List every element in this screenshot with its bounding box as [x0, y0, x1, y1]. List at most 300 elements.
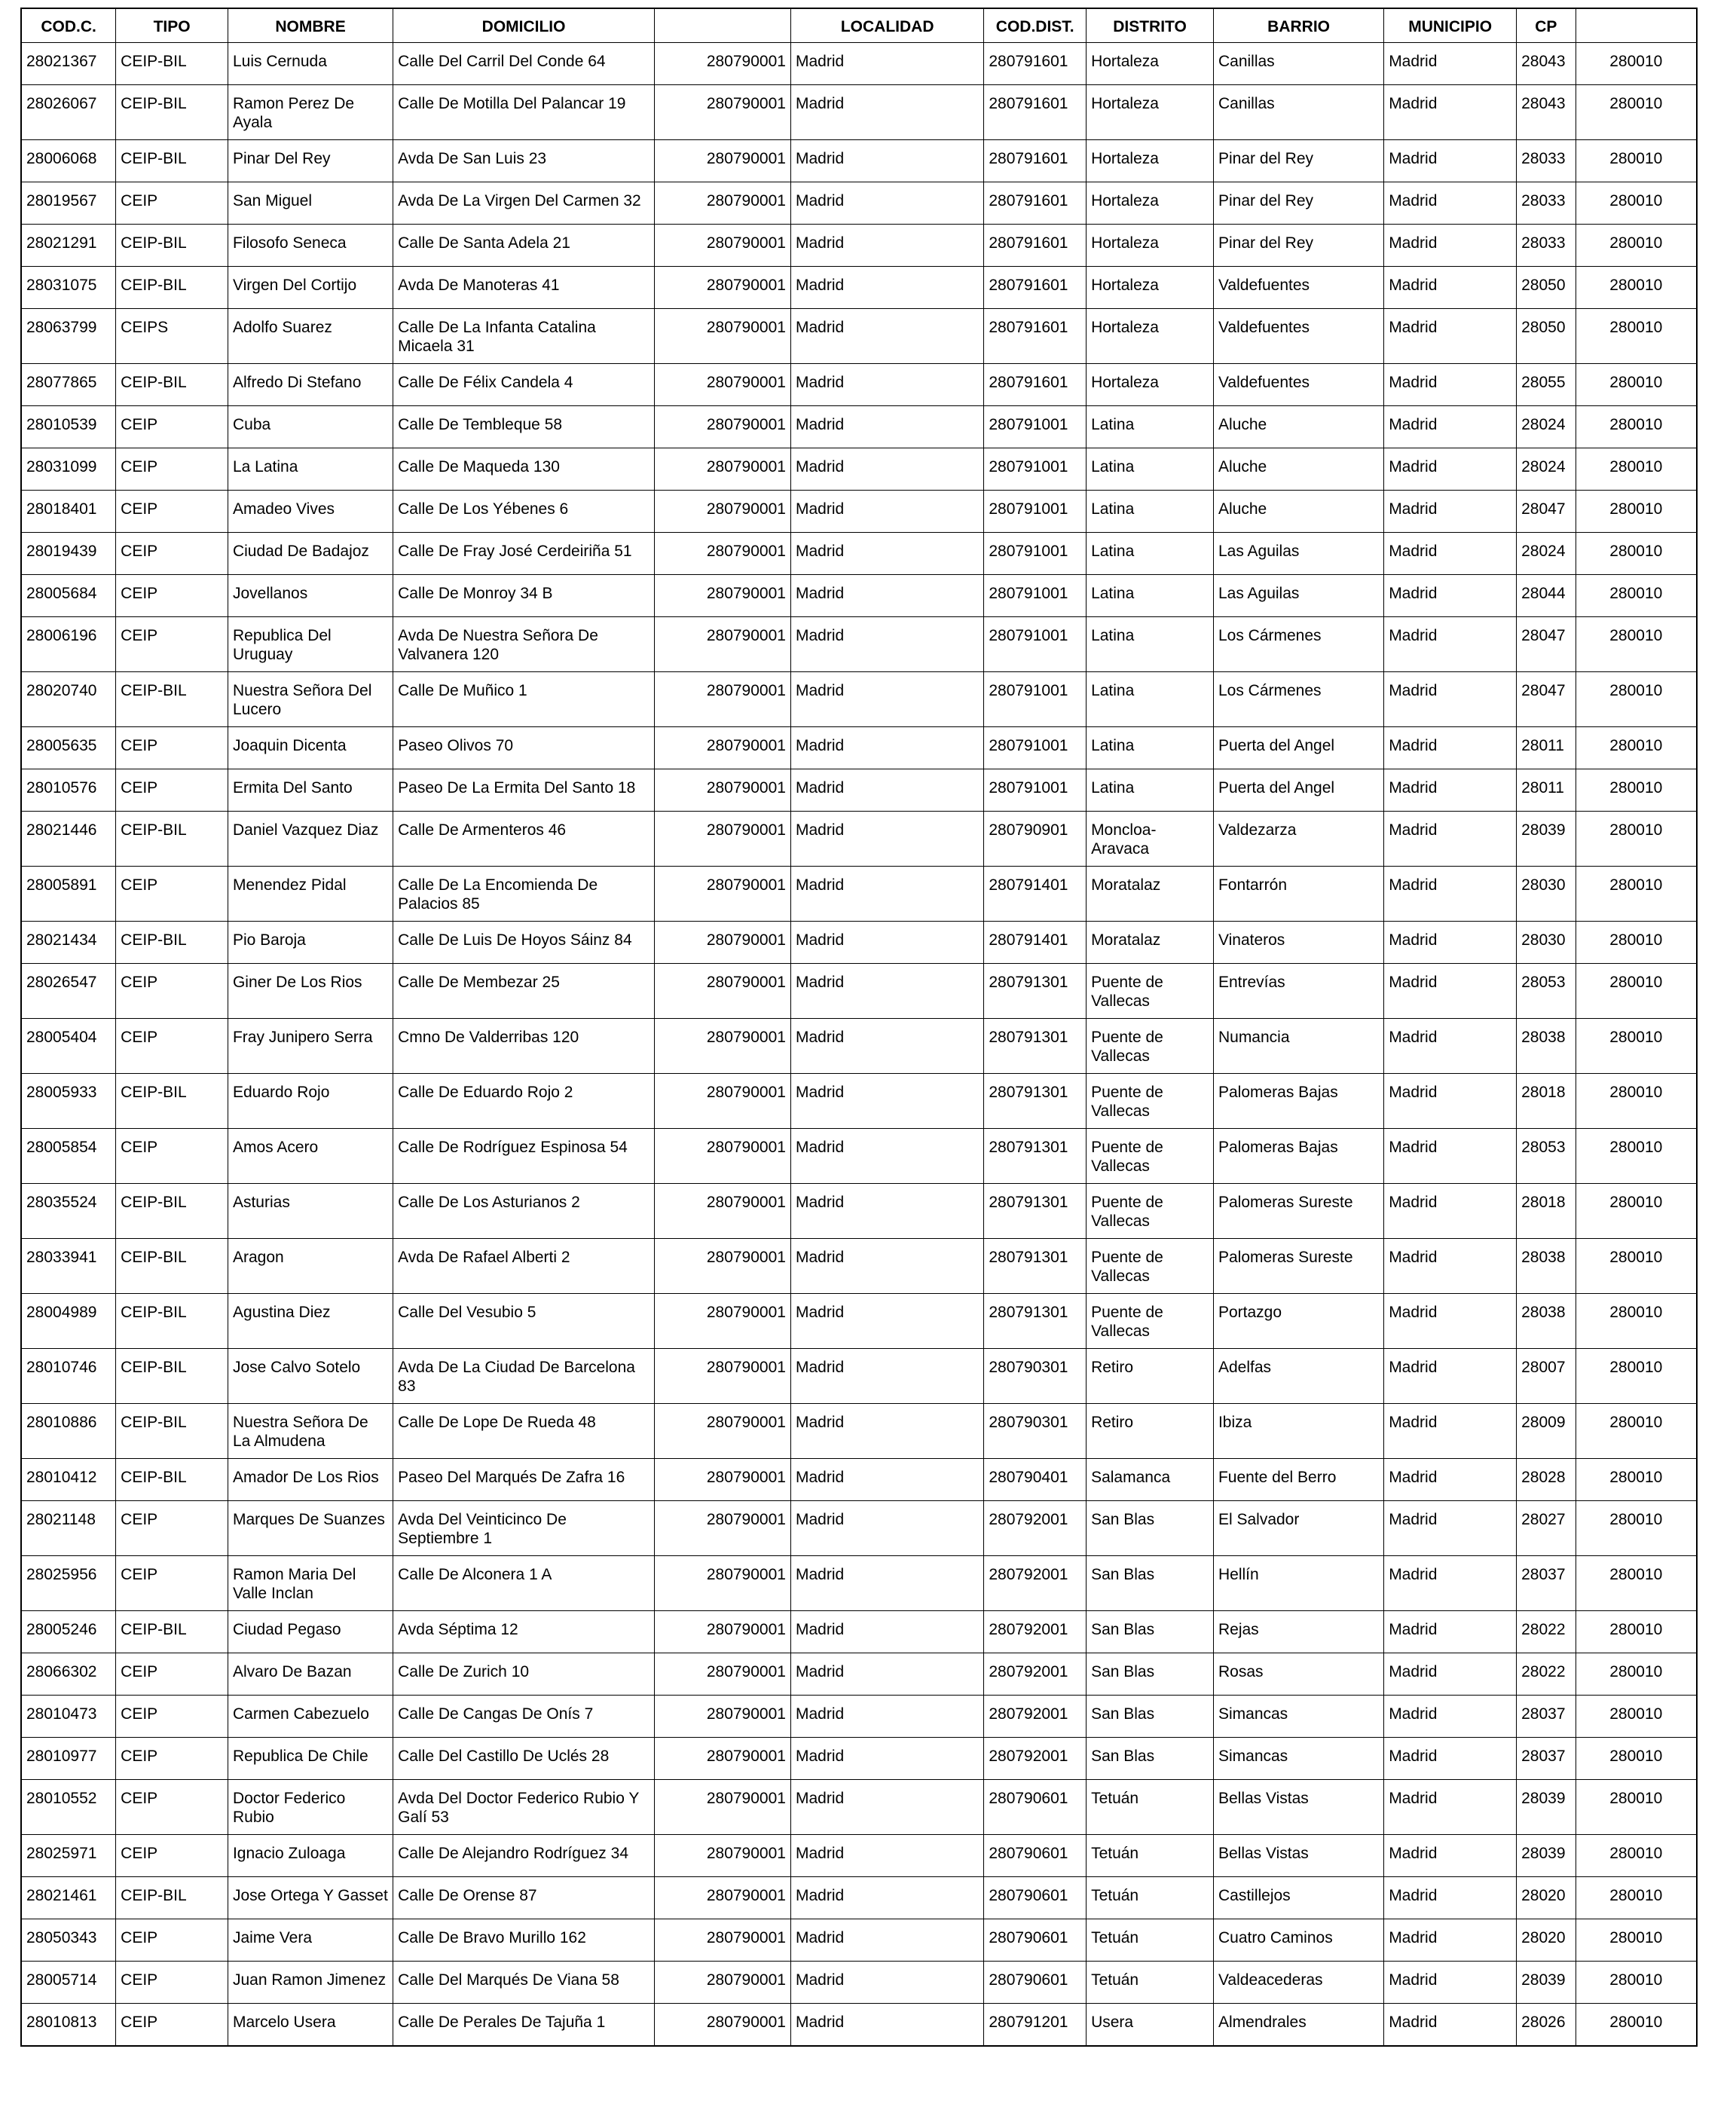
cell-tipo: CEIP-BIL: [116, 1404, 228, 1459]
cell-domicilio: Calle De Lope De Rueda 48: [393, 1404, 655, 1459]
table-row: [21, 1019, 1697, 1074]
cell-cod-centro: 28021148: [21, 1501, 116, 1556]
cell-tipo: CEIP: [116, 448, 228, 491]
cell-localidad: Madrid: [790, 1919, 983, 1962]
cell-cod-centro: 28025956: [21, 1556, 116, 1611]
cell-domicilio: Calle De Motilla Del Palancar 19: [393, 85, 655, 140]
cell-cp: 28024: [1517, 448, 1576, 491]
cell-codigo-extra: 280010: [1576, 1877, 1697, 1919]
cell-distrito: Puente de Vallecas: [1087, 1019, 1214, 1074]
cell-cod-distrito: 280790601: [984, 1919, 1087, 1962]
cell-domicilio: Calle Del Marqués De Viana 58: [393, 1962, 655, 2004]
table-row: [21, 364, 1697, 406]
cell-distrito: Hortaleza: [1087, 267, 1214, 309]
cell-codigo-extra: 280010: [1576, 964, 1697, 1019]
cell-tipo: CEIP-BIL: [116, 1074, 228, 1129]
cell-cod-distrito: 280790901: [984, 812, 1087, 867]
cell-codigo-extra: 280010: [1576, 267, 1697, 309]
cell-codigo-extra: 280010: [1576, 1294, 1697, 1349]
cell-barrio: Los Cármenes: [1213, 672, 1383, 727]
header-nombre: NOMBRE: [228, 8, 393, 43]
cell-municipio: Madrid: [1384, 1239, 1517, 1294]
cell-cp: 28039: [1517, 1780, 1576, 1835]
cell-codigo-extra: 280010: [1576, 1962, 1697, 2004]
cell-distrito: Latina: [1087, 491, 1214, 533]
cell-codigo-extra: 280010: [1576, 364, 1697, 406]
cell-cod-localidad: 280790001: [655, 1129, 791, 1184]
cell-cod-distrito: 280790601: [984, 1877, 1087, 1919]
table-row: [21, 1738, 1697, 1780]
cell-tipo: CEIP: [116, 867, 228, 922]
table-row: [21, 1074, 1697, 1129]
header-distrito: DISTRITO: [1087, 8, 1214, 43]
cell-municipio: Madrid: [1384, 2004, 1517, 2046]
cell-cod-centro: 28021461: [21, 1877, 116, 1919]
cell-codigo-extra: 280010: [1576, 1501, 1697, 1556]
cell-cp: 28047: [1517, 617, 1576, 672]
cell-tipo: CEIP: [116, 575, 228, 617]
cell-tipo: CEIP: [116, 533, 228, 575]
cell-cod-localidad: 280790001: [655, 1962, 791, 2004]
cell-domicilio: Calle De Zurich 10: [393, 1653, 655, 1696]
table-row: [21, 1919, 1697, 1962]
cell-cp: 28028: [1517, 1459, 1576, 1501]
cell-localidad: Madrid: [790, 964, 983, 1019]
cell-cod-distrito: 280791301: [984, 1239, 1087, 1294]
cell-nombre: Ciudad De Badajoz: [228, 533, 393, 575]
cell-tipo: CEIP-BIL: [116, 1239, 228, 1294]
cell-distrito: Hortaleza: [1087, 140, 1214, 182]
cell-nombre: Fray Junipero Serra: [228, 1019, 393, 1074]
cell-tipo: CEIP: [116, 1556, 228, 1611]
cell-domicilio: Calle De Monroy 34 B: [393, 575, 655, 617]
table-row: [21, 1877, 1697, 1919]
cell-domicilio: Calle Del Castillo De Uclés 28: [393, 1738, 655, 1780]
table-row: [21, 1611, 1697, 1653]
cell-cod-distrito: 280791001: [984, 575, 1087, 617]
cell-cod-centro: 28031099: [21, 448, 116, 491]
cell-nombre: Ignacio Zuloaga: [228, 1835, 393, 1877]
cell-tipo: CEIP: [116, 1019, 228, 1074]
cell-cod-distrito: 280791201: [984, 2004, 1087, 2046]
cell-nombre: Cuba: [228, 406, 393, 448]
cell-municipio: Madrid: [1384, 267, 1517, 309]
cell-cod-distrito: 280792001: [984, 1501, 1087, 1556]
cell-municipio: Madrid: [1384, 1653, 1517, 1696]
cell-municipio: Madrid: [1384, 1696, 1517, 1738]
cell-nombre: Virgen Del Cortijo: [228, 267, 393, 309]
cell-cod-centro: 28018401: [21, 491, 116, 533]
cell-tipo: CEIP: [116, 769, 228, 812]
cell-nombre: Republica De Chile: [228, 1738, 393, 1780]
cell-cod-distrito: 280790601: [984, 1962, 1087, 2004]
cell-municipio: Madrid: [1384, 1556, 1517, 1611]
table-row: [21, 1780, 1697, 1835]
cell-localidad: Madrid: [790, 1962, 983, 2004]
cell-domicilio: Calle Del Carril Del Conde 64: [393, 43, 655, 85]
cell-nombre: Jaime Vera: [228, 1919, 393, 1962]
cell-localidad: Madrid: [790, 1239, 983, 1294]
cell-distrito: Hortaleza: [1087, 85, 1214, 140]
cell-domicilio: Calle De Los Asturianos 2: [393, 1184, 655, 1239]
cell-distrito: Hortaleza: [1087, 225, 1214, 267]
cell-tipo: CEIP: [116, 1129, 228, 1184]
cell-localidad: Madrid: [790, 1459, 983, 1501]
cell-tipo: CEIP-BIL: [116, 1877, 228, 1919]
cell-nombre: Agustina Diez: [228, 1294, 393, 1349]
cell-cod-localidad: 280790001: [655, 491, 791, 533]
cell-localidad: Madrid: [790, 1294, 983, 1349]
cell-barrio: Almendrales: [1213, 2004, 1383, 2046]
cell-cp: 28024: [1517, 533, 1576, 575]
cell-cod-localidad: 280790001: [655, 2004, 791, 2046]
cell-municipio: Madrid: [1384, 617, 1517, 672]
cell-cod-centro: 28010539: [21, 406, 116, 448]
cell-localidad: Madrid: [790, 2004, 983, 2046]
cell-tipo: CEIP: [116, 182, 228, 225]
cell-barrio: Canillas: [1213, 43, 1383, 85]
table-row: [21, 85, 1697, 140]
cell-cod-localidad: 280790001: [655, 1294, 791, 1349]
cell-codigo-extra: 280010: [1576, 406, 1697, 448]
cell-municipio: Madrid: [1384, 225, 1517, 267]
schools-table: [20, 8, 1698, 2047]
cell-cod-distrito: 280791301: [984, 1129, 1087, 1184]
cell-cp: 28039: [1517, 1962, 1576, 2004]
cell-municipio: Madrid: [1384, 1294, 1517, 1349]
cell-cod-centro: 28010886: [21, 1404, 116, 1459]
cell-distrito: Hortaleza: [1087, 309, 1214, 364]
cell-codigo-extra: 280010: [1576, 1653, 1697, 1696]
cell-cod-localidad: 280790001: [655, 448, 791, 491]
cell-cod-centro: 28005891: [21, 867, 116, 922]
cell-tipo: CEIP: [116, 1696, 228, 1738]
cell-tipo: CEIP: [116, 727, 228, 769]
cell-cod-distrito: 280791601: [984, 85, 1087, 140]
cell-domicilio: Calle De Eduardo Rojo 2: [393, 1074, 655, 1129]
cell-cod-centro: 28026547: [21, 964, 116, 1019]
table-row: [21, 769, 1697, 812]
cell-tipo: CEIP-BIL: [116, 267, 228, 309]
table-row: [21, 964, 1697, 1019]
cell-cp: 28022: [1517, 1653, 1576, 1696]
cell-nombre: Filosofo Seneca: [228, 225, 393, 267]
cell-cod-distrito: 280792001: [984, 1556, 1087, 1611]
cell-tipo: CEIP: [116, 1780, 228, 1835]
cell-distrito: Latina: [1087, 575, 1214, 617]
cell-distrito: Tetuán: [1087, 1962, 1214, 2004]
cell-municipio: Madrid: [1384, 1074, 1517, 1129]
cell-codigo-extra: 280010: [1576, 1239, 1697, 1294]
cell-cod-distrito: 280791301: [984, 1294, 1087, 1349]
cell-nombre: Adolfo Suarez: [228, 309, 393, 364]
cell-cod-centro: 28010977: [21, 1738, 116, 1780]
cell-codigo-extra: 280010: [1576, 575, 1697, 617]
cell-cod-centro: 28021434: [21, 922, 116, 964]
cell-domicilio: Avda Del Veinticinco De Septiembre 1: [393, 1501, 655, 1556]
cell-cp: 28033: [1517, 182, 1576, 225]
cell-barrio: Vinateros: [1213, 922, 1383, 964]
cell-cod-distrito: 280792001: [984, 1738, 1087, 1780]
cell-tipo: CEIP-BIL: [116, 1459, 228, 1501]
cell-cod-distrito: 280790301: [984, 1349, 1087, 1404]
cell-cod-localidad: 280790001: [655, 575, 791, 617]
cell-nombre: Jose Ortega Y Gasset: [228, 1877, 393, 1919]
cell-localidad: Madrid: [790, 812, 983, 867]
cell-tipo: CEIP-BIL: [116, 812, 228, 867]
cell-distrito: Hortaleza: [1087, 43, 1214, 85]
cell-domicilio: Calle De Luis De Hoyos Sáinz 84: [393, 922, 655, 964]
cell-tipo: CEIP-BIL: [116, 1294, 228, 1349]
cell-barrio: Palomeras Sureste: [1213, 1184, 1383, 1239]
cell-municipio: Madrid: [1384, 140, 1517, 182]
cell-municipio: Madrid: [1384, 867, 1517, 922]
cell-tipo: CEIP: [116, 617, 228, 672]
cell-distrito: Hortaleza: [1087, 182, 1214, 225]
cell-cp: 28037: [1517, 1738, 1576, 1780]
cell-distrito: Puente de Vallecas: [1087, 1294, 1214, 1349]
cell-cod-centro: 28066302: [21, 1653, 116, 1696]
cell-localidad: Madrid: [790, 448, 983, 491]
cell-cp: 28047: [1517, 491, 1576, 533]
cell-cod-distrito: 280791601: [984, 182, 1087, 225]
cell-localidad: Madrid: [790, 922, 983, 964]
cell-cod-localidad: 280790001: [655, 225, 791, 267]
cell-distrito: Latina: [1087, 406, 1214, 448]
cell-cod-distrito: 280791001: [984, 769, 1087, 812]
cell-distrito: Latina: [1087, 448, 1214, 491]
cell-tipo: CEIP: [116, 1962, 228, 2004]
cell-tipo: CEIP: [116, 406, 228, 448]
cell-cod-centro: 28005714: [21, 1962, 116, 2004]
cell-cod-centro: 28026067: [21, 85, 116, 140]
cell-codigo-extra: 280010: [1576, 225, 1697, 267]
header-codigo-extra: [1576, 8, 1697, 43]
cell-cod-distrito: 280790601: [984, 1835, 1087, 1877]
cell-cod-localidad: 280790001: [655, 1501, 791, 1556]
cell-cod-centro: 28020740: [21, 672, 116, 727]
cell-cod-centro: 28006068: [21, 140, 116, 182]
cell-nombre: Pinar Del Rey: [228, 140, 393, 182]
cell-cod-centro: 28005246: [21, 1611, 116, 1653]
cell-distrito: San Blas: [1087, 1738, 1214, 1780]
table-row: [21, 1239, 1697, 1294]
cell-barrio: Rejas: [1213, 1611, 1383, 1653]
cell-cp: 28043: [1517, 43, 1576, 85]
cell-cod-centro: 28005684: [21, 575, 116, 617]
cell-cod-centro: 28005404: [21, 1019, 116, 1074]
cell-municipio: Madrid: [1384, 1738, 1517, 1780]
cell-municipio: Madrid: [1384, 1404, 1517, 1459]
cell-cod-localidad: 280790001: [655, 140, 791, 182]
cell-cp: 28020: [1517, 1877, 1576, 1919]
cell-tipo: CEIP: [116, 1919, 228, 1962]
table-row: [21, 267, 1697, 309]
cell-distrito: Latina: [1087, 672, 1214, 727]
table-row: [21, 1696, 1697, 1738]
cell-municipio: Madrid: [1384, 922, 1517, 964]
table-row: [21, 406, 1697, 448]
cell-nombre: Republica Del Uruguay: [228, 617, 393, 672]
cell-barrio: Bellas Vistas: [1213, 1835, 1383, 1877]
cell-barrio: Entrevías: [1213, 964, 1383, 1019]
cell-localidad: Madrid: [790, 1404, 983, 1459]
cell-municipio: Madrid: [1384, 575, 1517, 617]
cell-nombre: Marcelo Usera: [228, 2004, 393, 2046]
cell-nombre: Amador De Los Rios: [228, 1459, 393, 1501]
cell-localidad: Madrid: [790, 1738, 983, 1780]
cell-cod-centro: 28005933: [21, 1074, 116, 1129]
cell-cod-centro: 28019567: [21, 182, 116, 225]
cell-domicilio: Avda De San Luis 23: [393, 140, 655, 182]
cell-nombre: Alfredo Di Stefano: [228, 364, 393, 406]
cell-cod-distrito: 280791601: [984, 267, 1087, 309]
cell-domicilio: Calle De Tembleque 58: [393, 406, 655, 448]
cell-distrito: Tetuán: [1087, 1877, 1214, 1919]
cell-cp: 28018: [1517, 1074, 1576, 1129]
cell-nombre: Asturias: [228, 1184, 393, 1239]
cell-cod-distrito: 280791001: [984, 406, 1087, 448]
cell-barrio: Pinar del Rey: [1213, 225, 1383, 267]
cell-domicilio: Calle De Alejandro Rodríguez 34: [393, 1835, 655, 1877]
cell-distrito: Retiro: [1087, 1349, 1214, 1404]
cell-localidad: Madrid: [790, 1611, 983, 1653]
cell-codigo-extra: 280010: [1576, 1129, 1697, 1184]
cell-codigo-extra: 280010: [1576, 1835, 1697, 1877]
cell-cod-centro: 28010813: [21, 2004, 116, 2046]
cell-cod-distrito: 280791001: [984, 727, 1087, 769]
table-row: [21, 140, 1697, 182]
cell-municipio: Madrid: [1384, 1129, 1517, 1184]
cell-nombre: Menendez Pidal: [228, 867, 393, 922]
cell-localidad: Madrid: [790, 533, 983, 575]
cell-municipio: Madrid: [1384, 1962, 1517, 2004]
cell-cod-distrito: 280791401: [984, 922, 1087, 964]
cell-localidad: Madrid: [790, 309, 983, 364]
cell-cp: 28011: [1517, 769, 1576, 812]
cell-municipio: Madrid: [1384, 1780, 1517, 1835]
cell-cod-centro: 28004989: [21, 1294, 116, 1349]
cell-codigo-extra: 280010: [1576, 769, 1697, 812]
cell-nombre: San Miguel: [228, 182, 393, 225]
cell-codigo-extra: 280010: [1576, 727, 1697, 769]
cell-barrio: Palomeras Bajas: [1213, 1074, 1383, 1129]
table-header-row: [21, 8, 1697, 43]
cell-municipio: Madrid: [1384, 182, 1517, 225]
table-row: [21, 225, 1697, 267]
cell-codigo-extra: 280010: [1576, 1919, 1697, 1962]
cell-municipio: Madrid: [1384, 309, 1517, 364]
cell-codigo-extra: 280010: [1576, 448, 1697, 491]
cell-localidad: Madrid: [790, 1653, 983, 1696]
header-cp: CP: [1517, 8, 1576, 43]
cell-localidad: Madrid: [790, 85, 983, 140]
cell-cod-localidad: 280790001: [655, 1349, 791, 1404]
cell-distrito: Puente de Vallecas: [1087, 1184, 1214, 1239]
cell-localidad: Madrid: [790, 1019, 983, 1074]
cell-nombre: Ciudad Pegaso: [228, 1611, 393, 1653]
cell-localidad: Madrid: [790, 1349, 983, 1404]
cell-cod-distrito: 280791001: [984, 533, 1087, 575]
cell-localidad: Madrid: [790, 617, 983, 672]
cell-municipio: Madrid: [1384, 533, 1517, 575]
cell-municipio: Madrid: [1384, 769, 1517, 812]
cell-municipio: Madrid: [1384, 1919, 1517, 1962]
cell-cp: 28037: [1517, 1556, 1576, 1611]
cell-cod-centro: 28021367: [21, 43, 116, 85]
cell-cod-localidad: 280790001: [655, 1738, 791, 1780]
cell-domicilio: Avda De Manoteras 41: [393, 267, 655, 309]
cell-cod-centro: 28005635: [21, 727, 116, 769]
cell-cod-centro: 28050343: [21, 1919, 116, 1962]
cell-distrito: Latina: [1087, 769, 1214, 812]
cell-nombre: Amos Acero: [228, 1129, 393, 1184]
cell-cod-localidad: 280790001: [655, 672, 791, 727]
cell-codigo-extra: 280010: [1576, 1738, 1697, 1780]
cell-localidad: Madrid: [790, 267, 983, 309]
cell-domicilio: Calle De La Infanta Catalina Micaela 31: [393, 309, 655, 364]
table-row: [21, 867, 1697, 922]
cell-cod-localidad: 280790001: [655, 1459, 791, 1501]
cell-domicilio: Calle De Santa Adela 21: [393, 225, 655, 267]
cell-cod-localidad: 280790001: [655, 1556, 791, 1611]
cell-barrio: Pinar del Rey: [1213, 182, 1383, 225]
cell-codigo-extra: 280010: [1576, 43, 1697, 85]
cell-cp: 28037: [1517, 1696, 1576, 1738]
table-row: [21, 922, 1697, 964]
cell-cod-distrito: 280791001: [984, 617, 1087, 672]
cell-distrito: Puente de Vallecas: [1087, 1074, 1214, 1129]
cell-barrio: Palomeras Bajas: [1213, 1129, 1383, 1184]
cell-cp: 28039: [1517, 812, 1576, 867]
cell-cp: 28055: [1517, 364, 1576, 406]
cell-barrio: Valdezarza: [1213, 812, 1383, 867]
cell-municipio: Madrid: [1384, 1835, 1517, 1877]
cell-nombre: Ramon Perez De Ayala: [228, 85, 393, 140]
cell-tipo: CEIP: [116, 1501, 228, 1556]
cell-cp: 28050: [1517, 309, 1576, 364]
cell-localidad: Madrid: [790, 769, 983, 812]
cell-cod-distrito: 280792001: [984, 1653, 1087, 1696]
cell-tipo: CEIP-BIL: [116, 922, 228, 964]
cell-nombre: Joaquin Dicenta: [228, 727, 393, 769]
cell-cod-distrito: 280791001: [984, 672, 1087, 727]
cell-distrito: Latina: [1087, 617, 1214, 672]
cell-domicilio: Calle De Orense 87: [393, 1877, 655, 1919]
cell-codigo-extra: 280010: [1576, 1019, 1697, 1074]
cell-cod-centro: 28010576: [21, 769, 116, 812]
cell-cod-centro: 28010473: [21, 1696, 116, 1738]
cell-barrio: Aluche: [1213, 448, 1383, 491]
cell-cp: 28053: [1517, 1129, 1576, 1184]
cell-cod-centro: 28025971: [21, 1835, 116, 1877]
cell-municipio: Madrid: [1384, 1611, 1517, 1653]
cell-cod-distrito: 280790601: [984, 1780, 1087, 1835]
cell-codigo-extra: 280010: [1576, 491, 1697, 533]
cell-cod-centro: 28021291: [21, 225, 116, 267]
cell-domicilio: Calle De Alconera 1 A: [393, 1556, 655, 1611]
cell-codigo-extra: 280010: [1576, 1611, 1697, 1653]
cell-codigo-extra: 280010: [1576, 140, 1697, 182]
cell-tipo: CEIP: [116, 1738, 228, 1780]
cell-nombre: Doctor Federico Rubio: [228, 1780, 393, 1835]
table-row: [21, 1556, 1697, 1611]
cell-domicilio: Avda De Rafael Alberti 2: [393, 1239, 655, 1294]
cell-codigo-extra: 280010: [1576, 672, 1697, 727]
cell-cod-distrito: 280791601: [984, 309, 1087, 364]
cell-tipo: CEIP-BIL: [116, 225, 228, 267]
cell-localidad: Madrid: [790, 1835, 983, 1877]
